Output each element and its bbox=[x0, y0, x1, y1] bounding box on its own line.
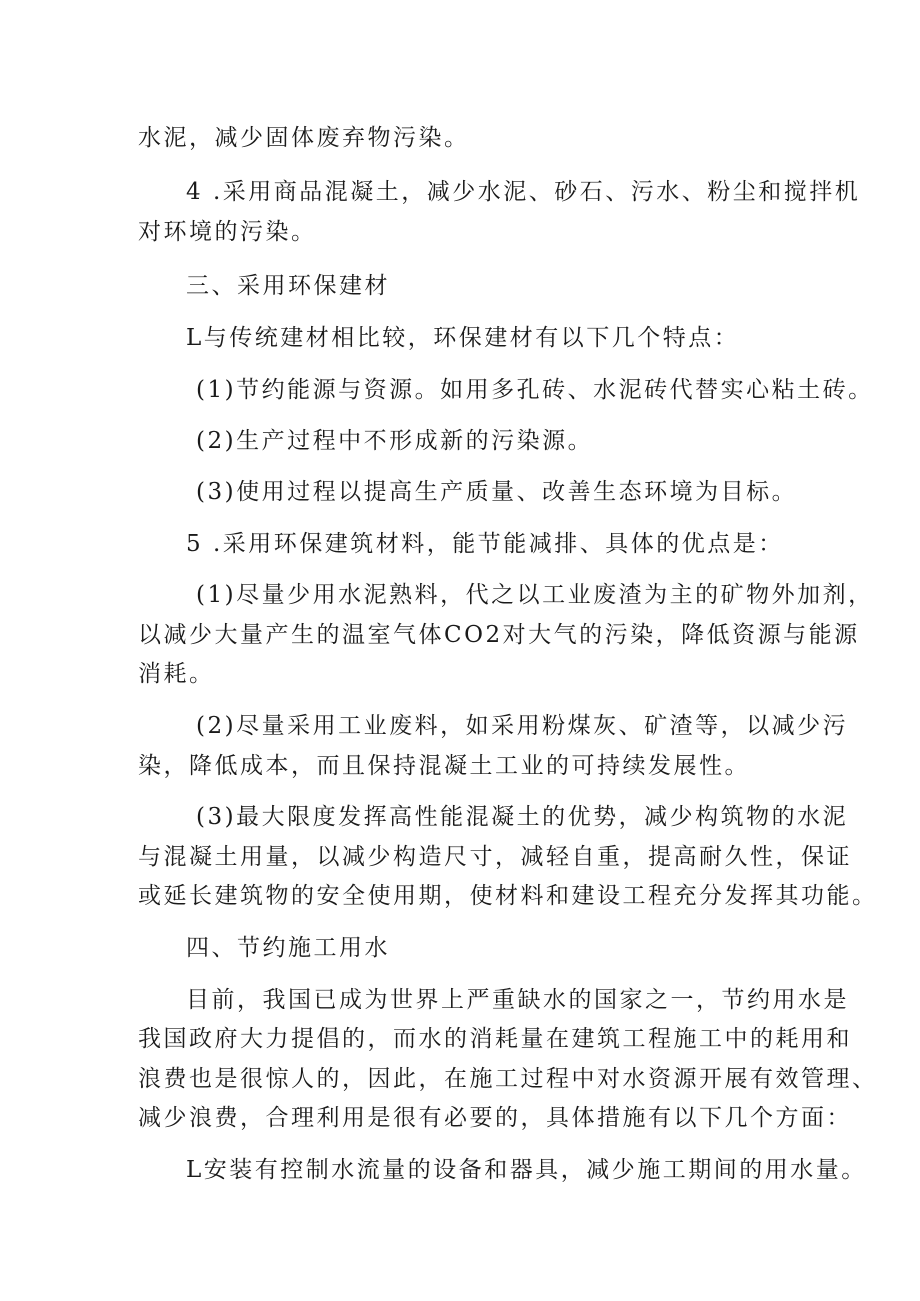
text-line: 以减少大量产生的温室气体CO2对大气的污染，降低资源与能源 bbox=[138, 622, 860, 648]
text-line: 染，降低成本，而且保持混凝土工业的可持续发展性。 bbox=[138, 753, 750, 779]
list-item: (1)尽量少用水泥熟料，代之以工业废渣为主的矿物外加剂， bbox=[196, 582, 874, 608]
text-line: 5 .采用环保建筑材料，能节能减排、具体的优点是： bbox=[186, 531, 784, 557]
section-heading: 三、采用环保建材 bbox=[186, 273, 390, 299]
text-line: 消耗。 bbox=[138, 661, 215, 687]
section-heading: 四、节约施工用水 bbox=[186, 935, 390, 961]
list-item: (2)生产过程中不形成新的污染源。 bbox=[196, 428, 594, 454]
text-line: 水泥，减少固体废弃物污染。 bbox=[138, 125, 470, 151]
text-line: 4 .采用商品混凝土，减少水泥、砂石、污水、粉尘和搅拌机 bbox=[186, 179, 861, 205]
text-line: 目前，我国已成为世界上严重缺水的国家之一，节约用水是 bbox=[186, 987, 849, 1013]
list-item: (3)使用过程以提高生产质量、改善生态环境为目标。 bbox=[196, 479, 798, 505]
text-line: 浪费也是很惊人的，因此，在施工过程中对水资源开展有效管理、 bbox=[138, 1066, 878, 1092]
list-item: (2)尽量采用工业废料，如采用粉煤灰、矿渣等，以减少污 bbox=[196, 713, 849, 739]
text-line: L与传统建材相比较，环保建材有以下几个特点： bbox=[186, 325, 740, 351]
text-line: 减少浪费，合理利用是很有必要的，具体措施有以下几个方面： bbox=[138, 1105, 852, 1131]
text-line: 我国政府大力提倡的，而水的消耗量在建筑工程施工中的耗用和 bbox=[138, 1026, 852, 1052]
text-line: 与混凝土用量，以减少构造尺寸，减轻自重，提高耐久性，保证 bbox=[138, 844, 852, 870]
list-item: (3)最大限度发挥高性能混凝土的优势，减少构筑物的水泥 bbox=[196, 804, 849, 830]
text-line: 或延长建筑物的安全使用期，使材料和建设工程充分发挥其功能。 bbox=[138, 883, 878, 909]
list-item: (1)节约能源与资源。如用多孔砖、水泥砖代替实心粘土砖。 bbox=[196, 377, 874, 403]
text-line: L安装有控制水流量的设备和器具，减少施工期间的用水量。 bbox=[186, 1157, 867, 1183]
text-line: 对环境的污染。 bbox=[138, 219, 317, 245]
